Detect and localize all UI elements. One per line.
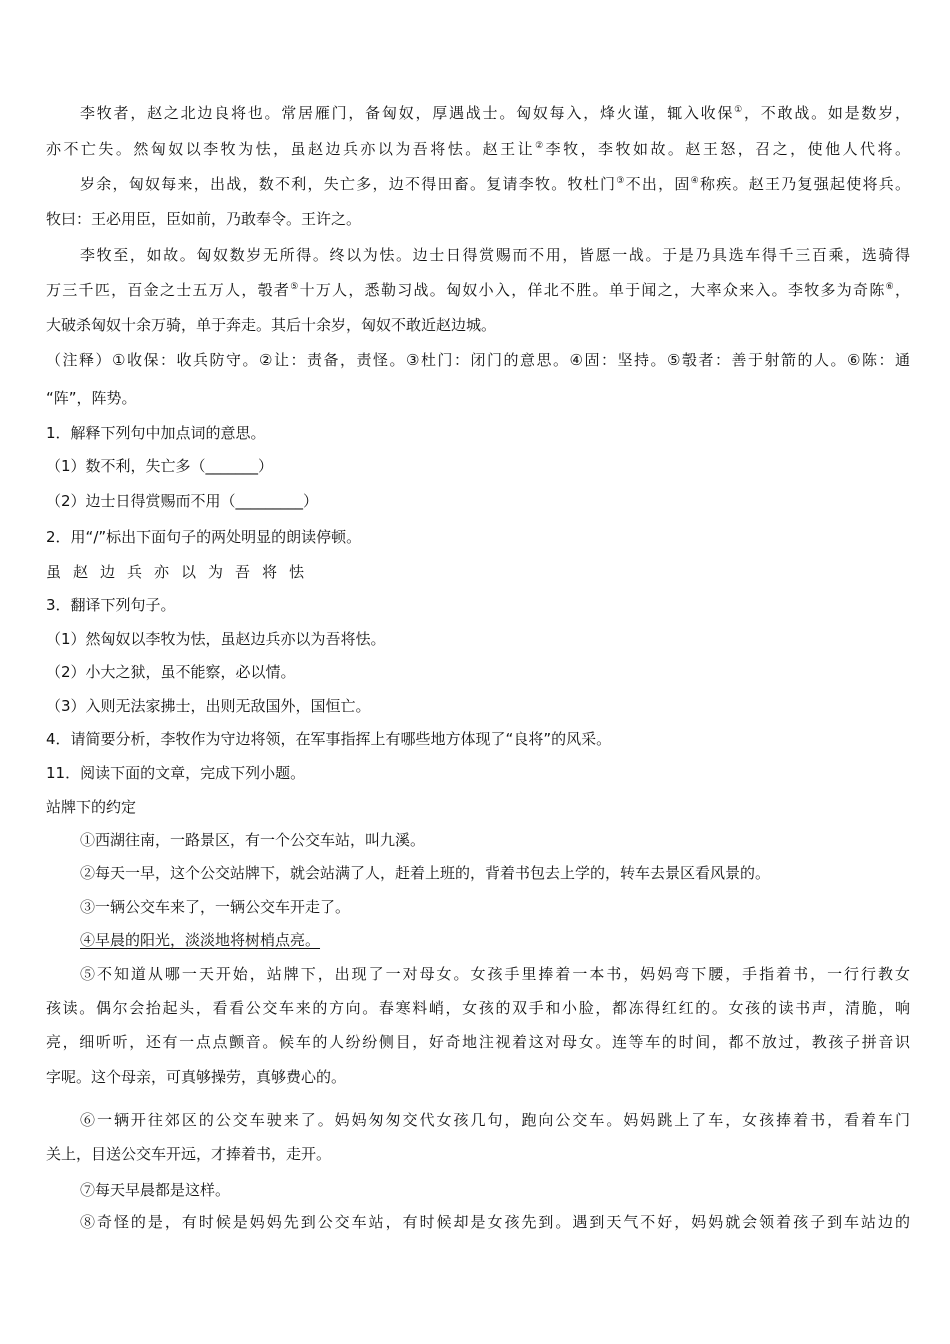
passage-a-p1-line1: 李牧者，赵之北边良将也。常居雁门，备匈奴，厚遇战士。匈奴每入，烽火谨，辄入收保①，不敢战。如是数岁， xyxy=(80,104,910,122)
question-2-sentence: 虽赵边兵亦以为吾将怯 xyxy=(46,563,317,581)
passage-a-p3-line1: 李牧至，如故。匈奴数岁无所得。终以为怯。边士日得赏赐而不用，皆愿一战。于是乃具选车得千三百乘，选骑得 xyxy=(80,246,910,264)
passage-a-p2-line2: 牧曰：王必用臣，臣如前，乃敢奉令。王许之。 xyxy=(46,210,362,228)
article-title: 站牌下的约定 xyxy=(46,798,137,816)
article-p1: ①西湖往南，一路景区，有一个公交车站，叫九溪。 xyxy=(80,831,426,849)
question-4: 4．请简要分析，李牧作为守边将领，在军事指挥上有哪些地方体现了“良将”的风采。 xyxy=(46,730,612,748)
question-3-3: （3）入则无法家拂士，出则无敌国外，国恒亡。 xyxy=(46,697,371,715)
annotation-notes-line1: （注释）①收保：收兵防守。②让：责备，责怪。③杜门：闭门的意思。④固：坚持。⑤彀者：善于射箭的人。⑥陈：通 xyxy=(46,351,910,369)
article-p2: ②每天一早，这个公交站牌下，就会站满了人，赶着上班的，背着书包去上学的，转车去景区看风景的。 xyxy=(80,864,771,882)
question-1-2: （2）边士日得赏赐而不用（_________） xyxy=(46,492,319,510)
question-1: 1．解释下列句中加点词的意思。 xyxy=(46,424,266,442)
question-3: 3．翻译下列句子。 xyxy=(46,596,176,614)
article-p5-line2: 孩读。偶尔会抬起头，看看公交车来的方向。春寒料峭，女孩的双手和小脸，都冻得红红的。女孩的读书声，清脆，响 xyxy=(46,999,910,1017)
question-1-1: （1）数不利，失亡多（_______） xyxy=(46,457,274,475)
question-11: 11．阅读下面的文章，完成下列小题。 xyxy=(46,764,306,782)
underlined-sentence: ④早晨的阳光，淡淡地将树梢点亮。 xyxy=(80,931,321,949)
question-2: 2．用“/”标出下面句子的两处明显的朗读停顿。 xyxy=(46,528,362,546)
article-p3: ③一辆公交车来了，一辆公交车开走了。 xyxy=(80,898,351,916)
annotation-notes-line2: “阵”，阵势。 xyxy=(46,389,137,407)
answer-blank[interactable]: _________ xyxy=(235,492,304,510)
article-p5-line4: 字呢。这个母亲，可真够操劳，真够费心的。 xyxy=(46,1068,347,1086)
article-p6-line1: ⑥一辆开往郊区的公交车驶来了。妈妈匆匆交代女孩几句，跑向公交车。妈妈跳上了车，女孩捧着书，看着车门 xyxy=(80,1111,910,1129)
article-p5-line1: ⑤不知道从哪一天开始，站牌下，出现了一对母女。女孩手里捧着一本书，妈妈弯下腰，手指着书，一行行教女 xyxy=(80,965,910,983)
article-p7: ⑦每天早晨都是这样。 xyxy=(80,1181,231,1199)
question-3-2: （2）小大之狱，虽不能察，必以情。 xyxy=(46,663,296,681)
article-p8-line1: ⑧奇怪的是，有时候是妈妈先到公交车站，有时候却是女孩先到。遇到天气不好，妈妈就会领着孩子到车站边的 xyxy=(80,1213,910,1231)
article-p5-line3: 亮，细听听，还有一点点颤音。候车的人纷纷侧目，好奇地注视着这对母女。连等车的时间，都不放过，教孩子拼音识 xyxy=(46,1033,910,1051)
answer-blank[interactable]: _______ xyxy=(205,457,259,475)
passage-a-p1-line2: 亦不亡失。然匈奴以李牧为怯，虽赵边兵亦以为吾将怯。赵王让②李牧，李牧如故。赵王怒，召之，使他人代将。 xyxy=(46,140,910,158)
article-p6-line2: 关上，目送公交车开远，才捧着书，走开。 xyxy=(46,1145,332,1163)
question-3-1: （1）然匈奴以李牧为怯，虽赵边兵亦以为吾将怯。 xyxy=(46,630,386,648)
article-p4 xyxy=(80,930,910,950)
passage-a-p2-line1: 岁余，匈奴每来，出战，数不利，失亡多，边不得田畜。复请李牧。牧杜门③不出，固④称疾。赵王乃复强起使将兵。 xyxy=(80,175,910,193)
passage-a-p3-line2: 万三千匹，百金之士五万人，彀者⑤十万人，悉勒习战。匈奴小入，佯北不胜。单于闻之，大率众来入。李牧多为奇陈⑥， xyxy=(46,281,910,299)
passage-a-p3-line3: 大破杀匈奴十余万骑，单于奔走。其后十余岁，匈奴不敢近赵边城。 xyxy=(46,316,497,334)
